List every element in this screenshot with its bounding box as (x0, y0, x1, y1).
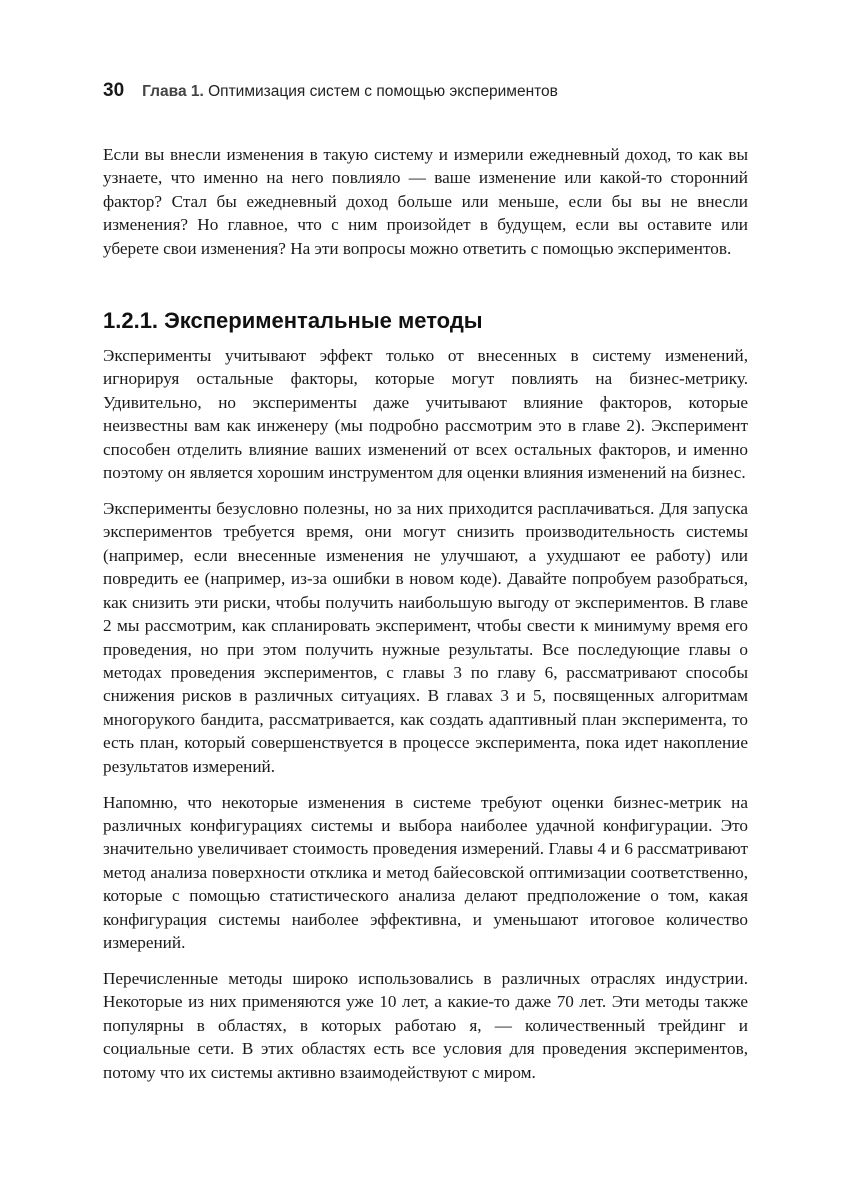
page-number: 30 (103, 80, 125, 101)
chapter-label: Глава 1. (142, 83, 204, 100)
paragraph-configurations: Напомню, что некоторые изменения в системе требуют оценки бизнес-метрик на различных конфигурациях системы и выбора наиболее удачной конфигурации. Это значительно увеличивает стоимость проведения измерений. Главы 4 и 6 рассматривают метод анализа поверхности отклика и метод байесовской оптимизации соответственно, которые с помощью статистического анализа делают предположение о том, какая конфигурация системы наиболее эффективна, и уменьшают итоговое количество измерений. (103, 792, 748, 952)
section-heading: 1.2.1. Экспериментальные методы (103, 308, 483, 334)
intro-paragraph: Если вы внесли изменения в такую систему и измерили ежедневный доход, то как вы узнаете, что именно на него повлияло — ваше изменение или какой-то сторонний фактор? Стал бы ежедневный доход больше или меньше, если бы вы не внесли изменения? Но главное, что с ним произойдет в будущем, если вы оставите или уберете свои изменения? На эти вопросы можно ответить с помощью экспериментов. (103, 145, 748, 258)
page-body (103, 143, 748, 1097)
paragraph-industry-use: Перечисленные методы широко использовались в различных отраслях индустрии. Некоторые из них применяются уже 10 лет, а какие-то даже 70 лет. Эти методы также популярны в областях, в которых работаю я, — количественный трейдинг и социальные сети. В этих областях есть все условия для проведения экспериментов, потому что их системы активно взаимодействуют с миром. (103, 968, 748, 1082)
paragraph-experiments-cost: Эксперименты безусловно полезны, но за них приходится расплачиваться. Для запуска экспериментов требуется время, они могут снизить производительность системы (например, если внесенные изменения не улучшают, а ухудшают ее работу) или повредить ее (например, из-за ошибки в новом коде). Давайте попробуем разобраться, как снизить эти риски, чтобы получить наибольшую выгоду от экспериментов. В главе 2 мы рассмотрим, как спланировать эксперимент, чтобы свести к минимуму время его проведения, но при этом получить нужные результаты. Все последующие главы о методах проведения экспериментов, с главы 3 по главу 6, рассматривают способы снижения рисков в различных ситуациях. В главах 3 и 5, посвященных алгоритмам многорукого бандита, рассматривается, как создать адаптивный план эксперимента, то есть план, который совершенствуется в процессе эксперимента, пока идет накопление результатов измерений. (103, 499, 748, 776)
paragraph-experiments-effect: Эксперименты учитывают эффект только от внесенных в систему изменений, игнорируя остальные факторы, которые могут повлиять на бизнес-метрику. Удивительно, но эксперименты даже учитывают влияние факторов, которые неизвестны вам как инженеру (мы подробно рассмотрим это в главе 2). Эксперимент способен отделить влияние ваших изменений от всех остальных факторов, и именно поэтому он является хорошим инструментом для оценки влияния изменений на бизнес. (103, 346, 748, 483)
running-header (103, 78, 753, 104)
chapter-title: Оптимизация систем с помощью экспериментов (208, 83, 558, 100)
